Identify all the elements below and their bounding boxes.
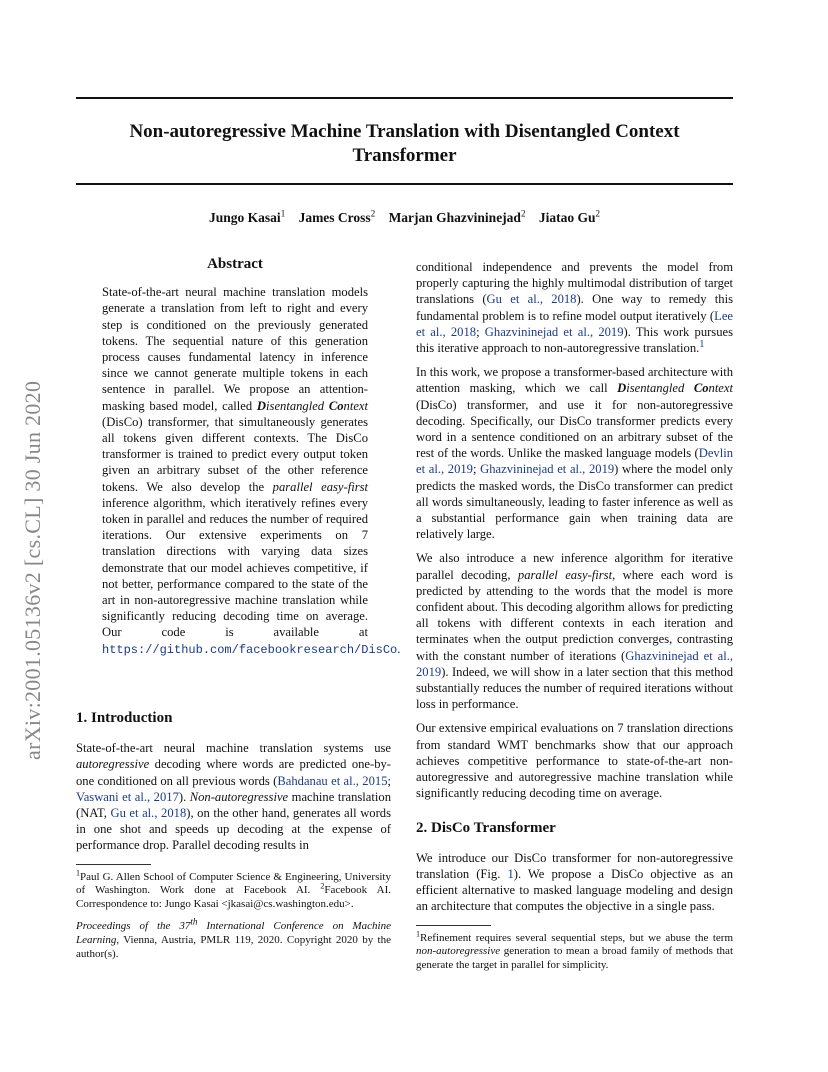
footnote-rule xyxy=(416,925,491,926)
author: Jungo Kasai$^1$ xyxy=(209,208,286,225)
paragraph: In this work, we propose a transformer-based architecture with attention masking, which we call Disentangled Context (DisCo) transformer, and use it for non-autoregressive decoding. Specifically, our DisCo transformer predicts every word in a sentence conditioned on an arbitrary subset of the rest of the words. Unlike the masked language models (Devlin et al., 2019; Ghazvininejad et al., 2019) where the model only predicts the masked words, the DisCo transformer can predict all words simultaneously, leading to faster inference as well as a substantial performance gain when training data are relatively large. xyxy=(416,365,733,542)
paragraph: Our extensive empirical evaluations on 7 translation directions from standard WMT benchmarks show that our approach achieves competitive performance to state-of-the-art non-autoregressive and autoregressive machine translation while significantly reducing decoding time on average. xyxy=(416,721,733,801)
paragraph: We also introduce a new inference algorithm for iterative parallel decoding, parallel easy-first, where each word is predicted by attending to the words that the model is more confident about. This decoding algorithm allows for predicting all tokens with different contexts in each iteration and terminates when the output prediction converges, contrasting with the constant number of iterations (Ghazvininejad et al., 2019). Indeed, we will show in a later section that this method substantially reduces the number of required iterations without loss in performance. xyxy=(416,551,733,712)
title-bottom-rule xyxy=(76,183,733,185)
footnote-marker[interactable]: 1 xyxy=(699,338,705,350)
abstract-heading: Abstract xyxy=(207,256,263,272)
paper-title: Non-autoregressive Machine Translation with Disentangled Context Transformer xyxy=(129,121,680,166)
footnote: $^1$Refinement requires several sequential steps, but we abuse the term non-autoregressive generation to mean a broad family of methods that generate the target in parallel for simplicity. xyxy=(416,928,733,971)
abstract xyxy=(102,256,401,666)
citation-link[interactable]: Lee et al., 2018 xyxy=(416,308,733,339)
proceedings-note: Proceedings of the 37th International Conference on Machine Learning, Vienna, Austria, PMLR 119, 2020. Copyright 2020 by the author(s). xyxy=(76,916,391,961)
citation-link[interactable]: Vaswani et al., 2017 xyxy=(76,789,179,804)
citation-link[interactable]: Gu et al., 2018 xyxy=(486,292,577,307)
author-list xyxy=(76,210,733,226)
author: James Cross$^2$ xyxy=(298,208,376,225)
citation-link[interactable]: Ghazvininejad et al., 2019 xyxy=(484,324,624,339)
citation-link[interactable]: Ghazvininejad et al., 2019 xyxy=(480,462,615,477)
footnote-rule xyxy=(76,864,151,865)
paragraph: conditional independence and prevents the model from properly capturing the highly multimodal distribution of target translations (Gu et al., 2018). One way to remedy this fundamental problem is to refine model output iteratively (Lee et al., 2018; Ghazvininejad et al., 2019). This work pursues this iterative approach to non-autoregressive translation.$^1$ xyxy=(416,260,733,356)
section-heading-disco: 2. DisCo Transformer xyxy=(416,819,556,836)
affiliation-footnote: $^1$Paul G. Allen School of Computer Science & Engineering, University of Washington. Work done at Facebook AI. $^2$Facebook AI. Correspondence to: Jungo Kasai <jkasai@cs.washington.edu>. xyxy=(76,867,392,910)
code-link[interactable]: https://github.com/facebookresearch/DisCo xyxy=(102,642,398,657)
figure-link[interactable]: 1 xyxy=(507,866,514,881)
author: Jiatao Gu$^2$ xyxy=(538,208,600,225)
title-top-rule xyxy=(76,97,733,99)
left-column xyxy=(76,710,391,969)
author: Marjan Ghazvininejad$^2$ xyxy=(388,208,526,225)
arxiv-stamp: arXiv:2001.05136v2 [cs.CL] 30 Jun 2020 xyxy=(20,380,45,760)
section-heading-introduction: 1. Introduction xyxy=(76,710,173,726)
abstract-text: State-of-the-art neural machine translation models generate a translation from left to right and every step is conditioned on the previously generated tokens. The sequential nature of this generation process causes fundamental latency in inference since we cannot generate multiple tokens in each sentence in parallel. We propose an attention-masking based model, called Disentangled Context (DisCo) transformer, that simultaneously generates all tokens given different contexts. The DisCo transformer is trained to predict every output token given an arbitrary subset of the other reference tokens. We also develop the parallel easy-first inference algorithm, which iteratively refines every token in parallel and reduces the number of required iterations. Our extensive experiments on 7 translation directions with varying data sizes demonstrate that our model achieves competitive, if not better, performance compared to the state of the art in non-autoregressive machine translation while significantly reducing decoding time on average. Our code is available at https://github.com/facebookresearch/DisCo. xyxy=(102,285,401,657)
citation-link[interactable]: Ghazvininejad et al., 2019 xyxy=(416,648,733,679)
intro-paragraph: State-of-the-art neural machine translation systems use autoregressive decoding where words are predicted one-by-one conditioned on all previous words (Bahdanau et al., 2015; Vaswani et al., 2017). Non-autoregressive machine translation (NAT, Gu et al., 2018), on the other hand, generates all words in one shot and speeds up decoding at the expense of performance drop. Parallel decoding results in xyxy=(76,741,391,853)
citation-link[interactable]: Devlin et al., 2019 xyxy=(416,446,733,477)
paragraph: We introduce our DisCo transformer for non-autoregressive translation (Fig. 1). We propose a DisCo objective as an efficient alternative to masked language modeling and design an architecture that computes the objective in a single pass. xyxy=(416,850,733,914)
citation-link[interactable]: Gu et al., 2018 xyxy=(110,806,187,821)
right-column xyxy=(416,259,733,980)
citation-link[interactable]: Bahdanau et al., 2015 xyxy=(277,773,388,788)
